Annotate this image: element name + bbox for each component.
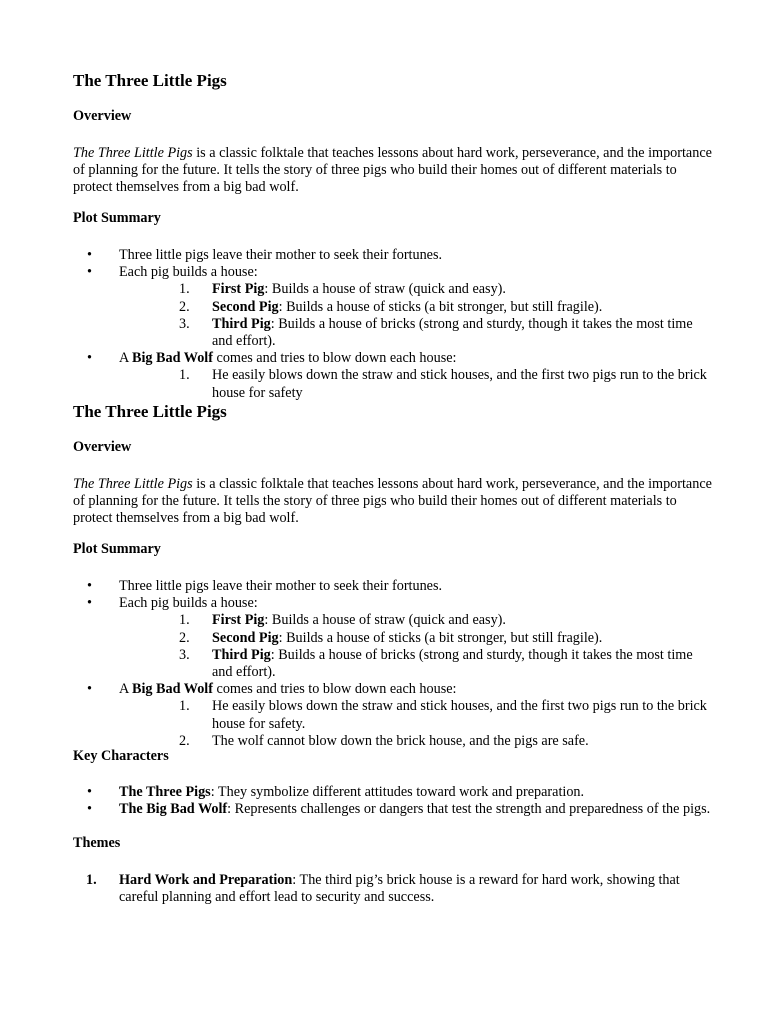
list-item-text: He easily blows down the straw and stick houses, and the first two pigs run to the brick house for safety. — [212, 698, 707, 732]
list-item — [73, 247, 713, 264]
list-item-text: : Builds a house of bricks (strong and sturdy, though it takes the most time and effort). — [212, 315, 693, 350]
list-item — [73, 595, 713, 681]
list-item — [73, 264, 713, 350]
plot-summary-list-repeat — [73, 578, 713, 750]
themes-list — [73, 872, 713, 906]
wolf-events-list — [119, 698, 713, 750]
list-item-text: A — [119, 350, 133, 367]
list-item-text: Each pig builds a house: — [119, 264, 258, 281]
wolf-events-list — [119, 367, 713, 401]
list-item-text: : Represents challenges or dangers that test the strength and preparedness of the pigs. — [227, 801, 711, 818]
list-item-text: : They symbolize different attitudes toward work and preparation. — [210, 784, 585, 800]
list-item-text: comes and tries to blow down each house: — [212, 350, 457, 367]
list-item — [119, 316, 713, 350]
list-number: 1. — [179, 612, 190, 629]
list-item-text: : Builds a house of sticks (a bit stronger, but still fragile). — [278, 629, 603, 646]
list-number: 3. — [179, 646, 190, 663]
pig-name: Third Pig — [212, 646, 271, 663]
pig-name: Third Pig — [212, 315, 271, 332]
list-number: 2. — [179, 732, 190, 749]
list-item-text: A — [119, 681, 133, 698]
document-title: The Three Little Pigs — [73, 71, 227, 90]
list-item — [119, 647, 713, 681]
themes-heading: Themes — [73, 835, 121, 851]
list-number: 2. — [179, 298, 190, 315]
list-item-text: : Builds a house of sticks (a bit stronger, but still fragile). — [278, 298, 603, 315]
list-item — [73, 350, 713, 402]
list-number: 1. — [86, 872, 97, 888]
list-item — [119, 367, 713, 401]
list-item — [119, 281, 713, 298]
overview-text: is a classic folktale that teaches lessons about hard work, perseverance, and the importance of planning for the future. It tells the story of three pigs who build their homes out of different materials to protect themselves from a big bad wolf. — [73, 145, 712, 196]
list-item — [73, 784, 713, 801]
wolf-name: Big Bad Wolf — [132, 350, 213, 367]
overview-title-italic: The Three Little Pigs — [73, 145, 193, 161]
plot-summary-heading-repeat: Plot Summary — [73, 541, 161, 557]
pig-house-list — [119, 612, 713, 681]
list-item-text: : Builds a house of straw (quick and easy). — [264, 612, 506, 629]
pig-house-list — [119, 281, 713, 350]
list-item — [119, 299, 713, 316]
overview-heading: Overview — [73, 108, 132, 124]
list-item-text: : The third pig’s brick house is a reward for hard work, showing that careful planning and effort lead to security and success. — [119, 872, 680, 906]
list-item — [73, 681, 713, 750]
pig-name: Second Pig — [212, 298, 279, 315]
key-characters-list — [73, 784, 713, 818]
pig-name: Second Pig — [212, 629, 279, 646]
list-number: 2. — [179, 629, 190, 646]
list-item-text: Each pig builds a house: — [119, 595, 258, 612]
list-item-text: comes and tries to blow down each house: — [212, 681, 457, 698]
list-number: 1. — [179, 367, 190, 384]
wolf-name: Big Bad Wolf — [132, 681, 213, 698]
list-item — [73, 578, 713, 595]
overview-title-italic: The Three Little Pigs — [73, 476, 193, 492]
list-item-text: : Builds a house of bricks (strong and sturdy, though it takes the most time and effort). — [212, 646, 693, 681]
list-item-text: Three little pigs leave their mother to seek their fortunes. — [119, 578, 443, 594]
theme-name: Hard Work and Preparation — [119, 872, 293, 888]
character-name: The Big Bad Wolf — [119, 801, 228, 818]
overview-heading-repeat: Overview — [73, 439, 132, 455]
list-item-text: : Builds a house of straw (quick and easy). — [264, 281, 506, 298]
list-item — [119, 612, 713, 629]
overview-paragraph-repeat — [73, 476, 713, 528]
list-item — [73, 801, 713, 818]
list-number: 3. — [179, 315, 190, 332]
list-item-text: The wolf cannot blow down the brick house, and the pigs are safe. — [212, 732, 589, 749]
list-number: 1. — [179, 698, 190, 715]
list-item — [73, 872, 713, 906]
list-number: 1. — [179, 281, 190, 298]
list-item — [119, 698, 713, 732]
plot-summary-list — [73, 247, 713, 402]
pig-name: First Pig — [212, 281, 265, 298]
key-characters-heading: Key Characters — [73, 748, 169, 764]
character-name: The Three Pigs — [119, 784, 211, 800]
list-item-text: Three little pigs leave their mother to seek their fortunes. — [119, 247, 443, 263]
list-item-text: He easily blows down the straw and stick houses, and the first two pigs run to the brick house for safety — [212, 367, 707, 401]
pig-name: First Pig — [212, 612, 265, 629]
overview-paragraph — [73, 145, 713, 197]
list-item — [119, 630, 713, 647]
plot-summary-heading: Plot Summary — [73, 210, 161, 226]
document-title-repeat: The Three Little Pigs — [73, 402, 227, 421]
overview-text: is a classic folktale that teaches lessons about hard work, perseverance, and the importance of planning for the future. It tells the story of three pigs who build their homes out of different materials to protect themselves from a big bad wolf. — [73, 476, 712, 527]
